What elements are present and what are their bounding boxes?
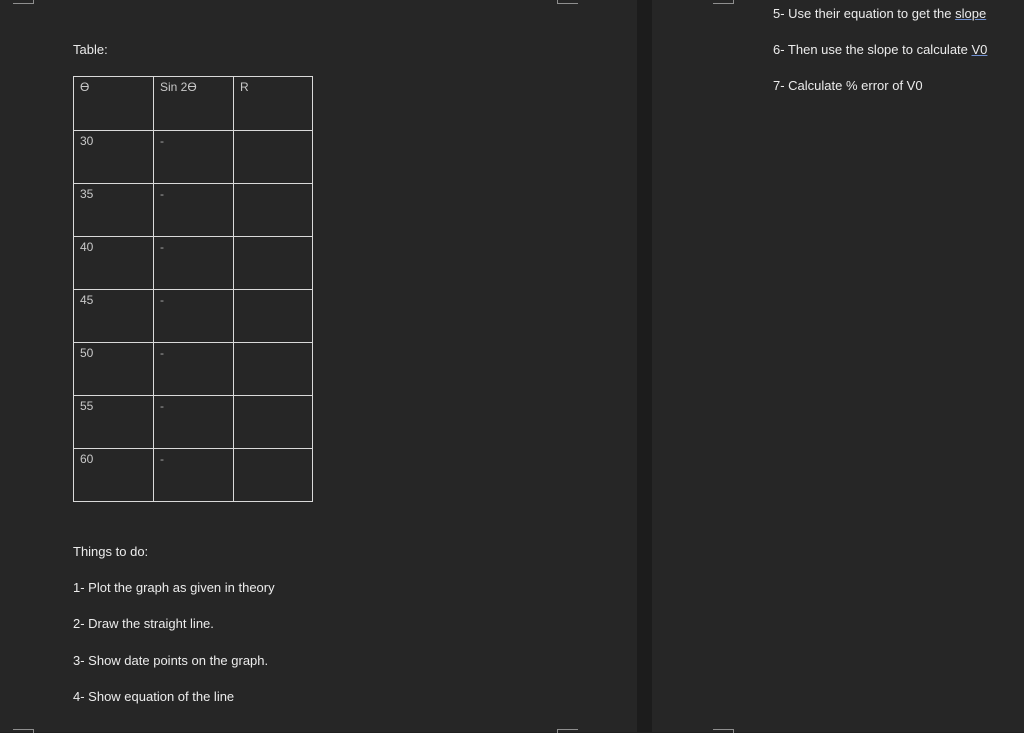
step-5-underlined-word: slope <box>955 6 987 21</box>
table-row <box>74 396 313 449</box>
table-row <box>74 237 313 290</box>
step-7: 7- Calculate % error of V0 <box>773 78 923 93</box>
table-row <box>74 184 313 237</box>
header-theta[interactable]: ϴ <box>74 77 154 131</box>
step-6-underlined-word: V0 <box>971 42 988 57</box>
cell-theta[interactable]: 40 <box>74 237 154 290</box>
cell-theta[interactable]: 30 <box>74 131 154 184</box>
crop-mark-bottom-left <box>13 729 34 733</box>
step-2: 2- Draw the straight line. <box>73 616 214 631</box>
cell-r[interactable] <box>234 343 313 396</box>
table-row <box>74 449 313 502</box>
data-table <box>73 76 313 502</box>
table-heading: Table: <box>73 42 108 57</box>
step-6 <box>773 42 987 57</box>
step-5-text: 5- Use their equation to get the <box>773 6 956 21</box>
cell-r[interactable] <box>234 237 313 290</box>
cell-theta[interactable]: 50 <box>74 343 154 396</box>
page-gutter <box>637 0 652 732</box>
cell-theta[interactable]: 35 <box>74 184 154 237</box>
header-sin2theta[interactable]: Sin 2ϴ <box>154 77 234 131</box>
table-row <box>74 290 313 343</box>
cell-sin2theta[interactable]: - <box>154 396 234 449</box>
table-row <box>74 131 313 184</box>
cell-theta[interactable]: 60 <box>74 449 154 502</box>
crop-mark-top-left <box>13 0 34 4</box>
step-6-text: 6- Then use the slope to calculate <box>773 42 972 57</box>
cell-r[interactable] <box>234 396 313 449</box>
crop-mark-top-right-left-page <box>557 0 578 4</box>
header-r[interactable]: R <box>234 77 313 131</box>
todo-heading: Things to do: <box>73 544 149 559</box>
document-page-right <box>652 0 1024 732</box>
cell-theta[interactable]: 55 <box>74 396 154 449</box>
cell-r[interactable] <box>234 290 313 343</box>
step-4: 4- Show equation of the line <box>73 689 235 704</box>
step-1: 1- Plot the graph as given in theory <box>73 580 275 595</box>
cell-r[interactable] <box>234 449 313 502</box>
crop-mark-bottom-right-left-page <box>557 729 578 733</box>
step-3: 3- Show date points on the graph. <box>73 653 269 668</box>
cell-theta[interactable]: 45 <box>74 290 154 343</box>
cell-sin2theta[interactable]: - <box>154 343 234 396</box>
table-header-row <box>74 77 313 131</box>
cell-sin2theta[interactable]: - <box>154 184 234 237</box>
cell-sin2theta[interactable]: - <box>154 237 234 290</box>
cell-sin2theta[interactable]: - <box>154 290 234 343</box>
cell-sin2theta[interactable]: - <box>154 449 234 502</box>
cell-r[interactable] <box>234 184 313 237</box>
cell-r[interactable] <box>234 131 313 184</box>
step-5 <box>773 6 986 21</box>
cell-sin2theta[interactable]: - <box>154 131 234 184</box>
crop-mark-bottom-left-right-page <box>713 729 734 733</box>
table-row <box>74 343 313 396</box>
crop-mark-top-left-right-page <box>713 0 734 4</box>
